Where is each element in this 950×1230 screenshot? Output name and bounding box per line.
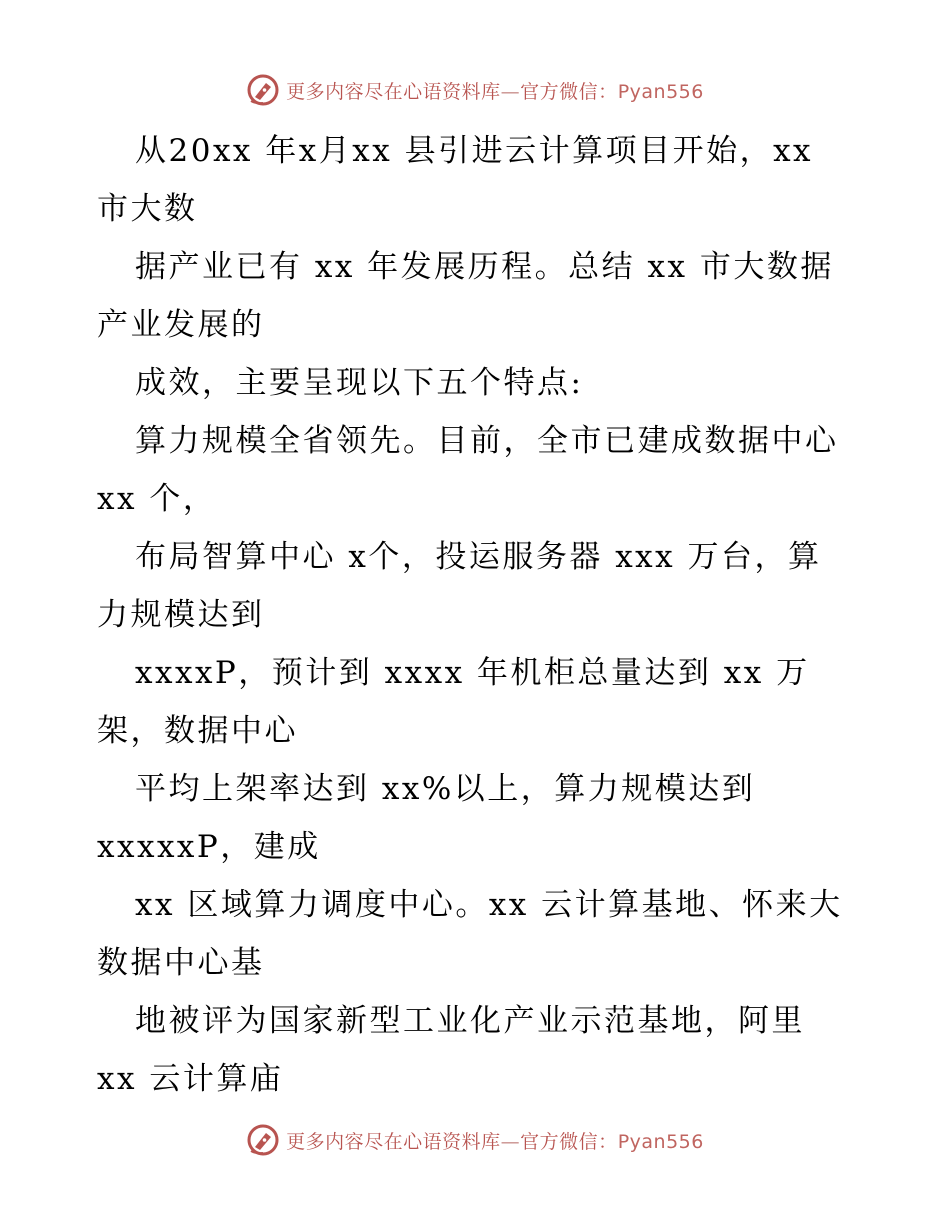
text-line: 产业发展的 — [97, 307, 265, 343]
text-line: 架，数据中心 — [97, 713, 298, 749]
text-line: 市大数 — [97, 191, 198, 227]
text-line: 算力规模全省领先。目前，全市已建成数据中心 — [135, 423, 839, 459]
text-line: 布局智算中心 x个，投运服务器 xxx 万台，算 — [135, 539, 822, 575]
text-line: xx 云计算庙 — [97, 1061, 284, 1097]
header-banner-title: 更多内容尽在心语资料库 — [286, 80, 501, 103]
pen-nib-circle-logo-icon — [246, 1123, 280, 1157]
text-line: 力规模达到 — [97, 597, 265, 633]
text-line: xxxxP，预计到 xxxx 年机柜总量达到 xx 万 — [135, 655, 810, 691]
footer-banner — [0, 1120, 950, 1160]
document-body — [97, 122, 877, 1108]
text-line: xx 个， — [97, 481, 217, 517]
header-banner-separator: — — [500, 80, 521, 103]
text-line: 平均上架率达到 xx%以上，算力规模达到 — [135, 771, 756, 807]
text-line: 成效，主要呈现以下五个特点: — [135, 365, 584, 401]
footer-banner-text — [286, 1127, 704, 1154]
header-banner-handle: Pyan556 — [617, 80, 704, 103]
footer-banner-handle: Pyan556 — [617, 1130, 704, 1153]
header-banner — [0, 70, 950, 110]
text-line: 据产业已有 xx 年发展历程。总结 xx 市大数据 — [135, 249, 834, 285]
text-line: xx 区域算力调度中心。xx 云计算基地、怀来大 — [135, 887, 843, 923]
text-line: 从20xx 年x月xx 县引进云计算项目开始，xx — [135, 133, 814, 169]
pen-nib-circle-logo-icon — [246, 73, 280, 107]
text-line: 数据中心基 — [97, 945, 265, 981]
header-banner-text — [286, 77, 704, 104]
footer-banner-separator: — — [500, 1130, 521, 1153]
text-line: xxxxxP，建成 — [97, 829, 321, 865]
footer-banner-suffix: 官方微信： — [520, 1130, 618, 1153]
header-banner-suffix: 官方微信： — [520, 80, 618, 103]
text-line: 地被评为国家新型工业化产业示范基地，阿里 — [135, 1003, 805, 1039]
footer-banner-title: 更多内容尽在心语资料库 — [286, 1130, 501, 1153]
